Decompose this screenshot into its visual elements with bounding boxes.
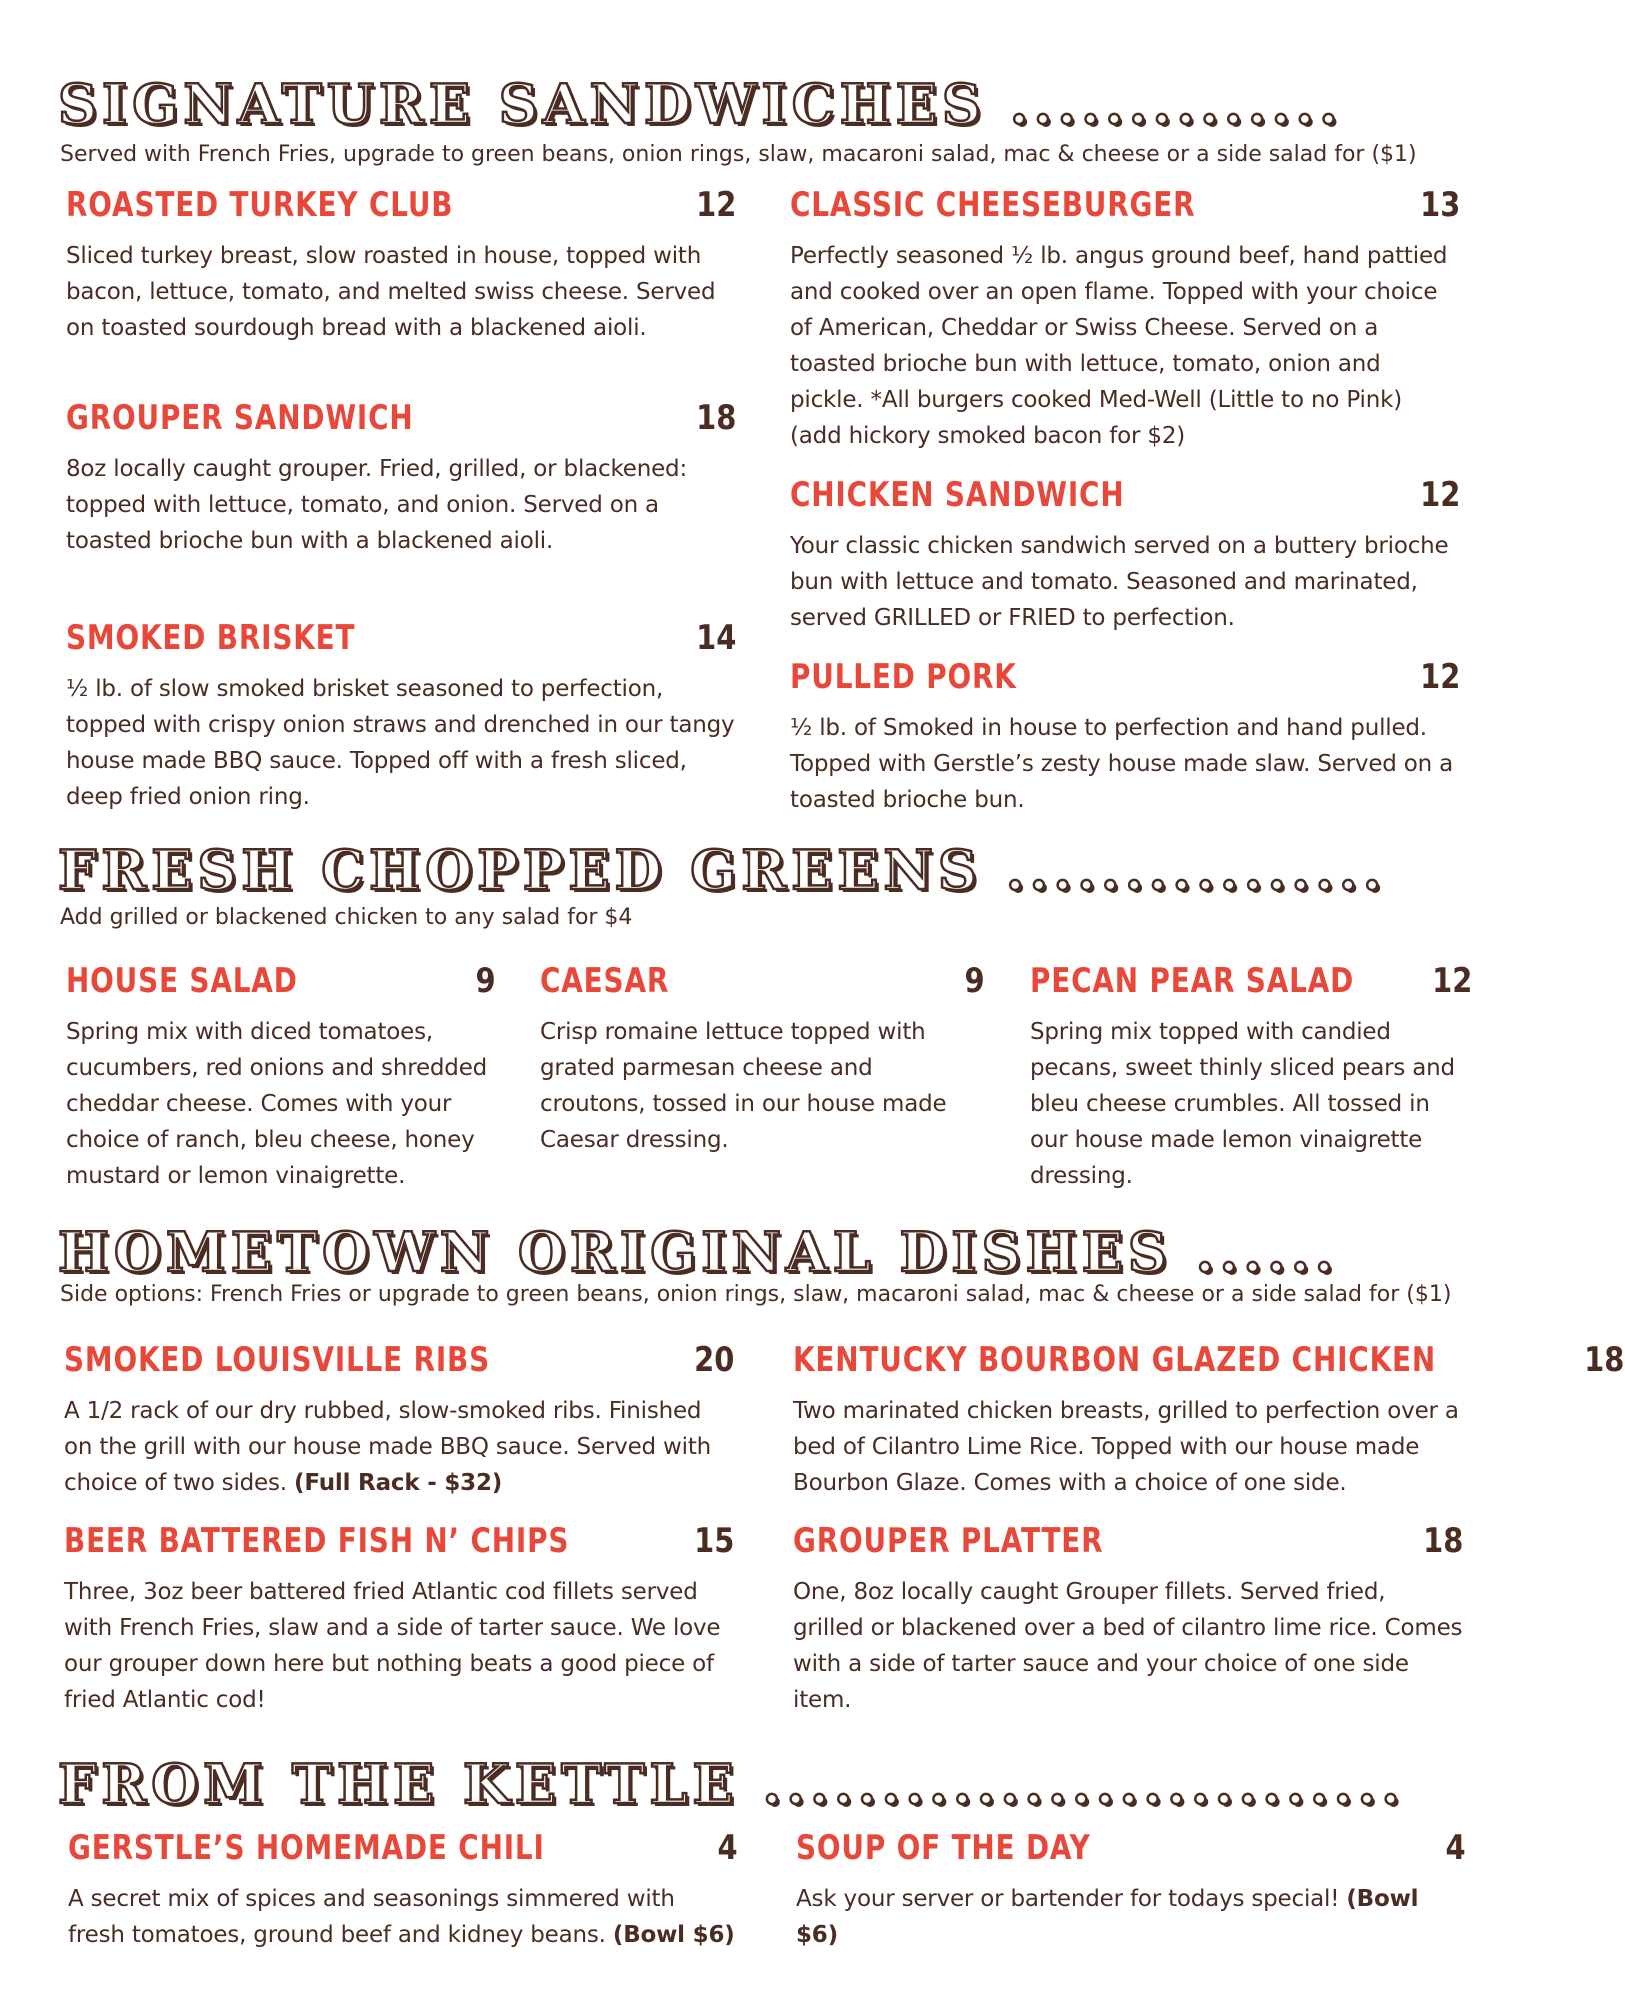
menu-item-smoked-louisville-ribs	[64, 1337, 734, 1501]
item-description: Spring mix topped with candied pecans, sweet thinly sliced pears and bleu cheese crumbles. All tossed in our house made lemon vinaigrette dressing.	[1030, 1019, 1455, 1189]
item-description-main: Perfectly seasoned ½ lb. angus ground beef, hand pattied and cooked over an open flame. Topped with your choice of American, Cheddar or Swiss Cheese. Served on a toasted brioche bun with lettuce, tomato, onion and pickle. *All burgers cooked Med-Well (Little to no Pink)	[790, 243, 1448, 413]
item-name: GROUPER SANDWICH	[66, 398, 414, 438]
section-subtitle-hometown: Side options: French Fries or upgrade to green beans, onion rings, slaw, macaroni salad, mac & cheese or a side salad for ($1)	[60, 1282, 1452, 1307]
item-price: 20	[693, 1340, 734, 1380]
item-name: PECAN PEAR SALAD	[1030, 961, 1355, 1001]
item-name: KENTUCKY BOURBON GLAZED CHICKEN	[793, 1340, 1437, 1380]
item-description	[64, 1393, 734, 1501]
item-price: 18	[695, 398, 736, 438]
item-description: Crisp romaine lettuce topped with grated parmesan cheese and croutons, tossed in our house made Caesar dressing.	[540, 1019, 947, 1153]
item-price: 18	[1422, 1521, 1463, 1561]
item-price: 14	[695, 618, 736, 658]
item-price: 12	[1432, 961, 1473, 1001]
item-description: 8oz locally caught grouper. Fried, grilled, or blackened: topped with lettuce, tomato, and onion. Served on a toasted brioche bun with a blackened aioli.	[66, 456, 687, 554]
section-subtitle-sandwiches: Served with French Fries, upgrade to green beans, onion rings, slaw, macaroni salad, mac & cheese or a side salad for ($1)	[60, 142, 1417, 167]
item-price: 18	[1584, 1340, 1625, 1380]
menu-item-homemade-chili	[68, 1825, 738, 1953]
item-price: 9	[964, 961, 985, 1001]
menu-item-grouper-sandwich	[66, 395, 736, 559]
item-name: BEER BATTERED FISH N’ CHIPS	[64, 1521, 570, 1561]
item-name: CLASSIC CHEESEBURGER	[790, 185, 1196, 225]
menu-item-caesar	[540, 958, 985, 1158]
item-description	[68, 1881, 738, 1953]
item-note: (Bowl $6)	[796, 1886, 1419, 1948]
menu-item-smoked-brisket	[66, 615, 736, 815]
menu-item-grouper-platter	[793, 1518, 1463, 1718]
item-description: Spring mix with diced tomatoes, cucumbers, red onions and shredded cheddar cheese. Comes with your choice of ranch, bleu cheese, honey mustard or lemon vinaigrette.	[66, 1019, 488, 1189]
section-title-greens: FRESH CHOPPED GREENS ................	[58, 838, 1387, 902]
item-price: 15	[693, 1521, 734, 1561]
menu-item-chicken-sandwich	[790, 472, 1460, 636]
item-description: Two marinated chicken breasts, grilled to perfection over a bed of Cilantro Lime Rice. Topped with our house made Bourbon Glaze. Comes with a choice of one side.	[793, 1398, 1459, 1496]
item-name: SMOKED BRISKET	[66, 618, 356, 658]
item-description-main: A 1/2 rack of our dry rubbed, slow-smoked ribs. Finished on the grill with our house made BBQ sauce. Served with choice of two sides.	[64, 1398, 712, 1496]
item-name: GERSTLE’S HOMEMADE CHILI	[68, 1828, 545, 1868]
item-price: 4	[717, 1828, 738, 1868]
item-description: Sliced turkey breast, slow roasted in house, topped with bacon, lettuce, tomato, and melted swiss cheese. Served on toasted sourdough bread with a blackened aioli.	[66, 243, 716, 341]
menu-item-house-salad	[66, 958, 496, 1194]
section-subtitle-greens: Add grilled or blackened chicken to any salad for $4	[60, 905, 633, 930]
menu-item-roasted-turkey-club	[66, 182, 736, 346]
item-description	[796, 1881, 1466, 1953]
item-description: ½ lb. of slow smoked brisket seasoned to perfection, topped with crispy onion straws and drenched in our tangy house made BBQ sauce. Topped off with a fresh sliced, deep fried onion ring.	[66, 676, 735, 810]
item-description: One, 8oz locally caught Grouper fillets. Served fried, grilled or blackened over a bed of cilantro lime rice. Comes with a side of tarter sauce and your choice of one side item.	[793, 1579, 1463, 1713]
item-name: PULLED PORK	[790, 657, 1017, 697]
section-title-kettle: FROM THE KETTLE ...........................	[58, 1752, 1406, 1816]
menu-item-pulled-pork	[790, 654, 1460, 818]
item-name: HOUSE SALAD	[66, 961, 298, 1001]
item-name: SOUP OF THE DAY	[796, 1828, 1091, 1868]
menu-item-soup-of-the-day	[796, 1825, 1466, 1953]
item-note: (Bowl $6)	[612, 1922, 735, 1948]
item-price: 12	[1419, 657, 1460, 697]
item-name: SMOKED LOUISVILLE RIBS	[64, 1340, 491, 1380]
menu-item-pecan-pear-salad	[1030, 958, 1473, 1194]
item-description	[790, 238, 1460, 454]
item-price: 9	[475, 961, 496, 1001]
item-name: ROASTED TURKEY CLUB	[66, 185, 454, 225]
item-description: Three, 3oz beer battered fried Atlantic cod fillets served with French Fries, slaw and a side of tarter sauce. We love our grouper down here but nothing beats a good piece of fried Atlantic cod!	[64, 1579, 721, 1713]
item-description-main: A secret mix of spices and seasonings simmered with fresh tomatoes, ground beef and kidney beans.	[68, 1886, 675, 1948]
item-name: CAESAR	[540, 961, 670, 1001]
menu-item-beer-battered-fish-n-chips	[64, 1518, 734, 1718]
menu-item-classic-cheeseburger	[790, 182, 1460, 454]
menu-item-kentucky-bourbon-glazed-chicken	[793, 1337, 1625, 1501]
item-price: 12	[1419, 475, 1460, 515]
section-title-hometown: HOMETOWN ORIGINAL DISHES ......	[58, 1220, 1339, 1284]
item-name: GROUPER PLATTER	[793, 1521, 1104, 1561]
item-price: 12	[695, 185, 736, 225]
item-description-addon: (add hickory smoked bacon for $2)	[790, 423, 1186, 449]
item-description: ½ lb. of Smoked in house to perfection and hand pulled. Topped with Gerstle’s zesty house made slaw. Served on a toasted brioche bun.	[790, 715, 1454, 813]
section-title-sandwiches: SIGNATURE SANDWICHES ..............	[58, 72, 1343, 136]
item-price: 13	[1419, 185, 1460, 225]
item-price: 4	[1445, 1828, 1466, 1868]
item-description-main: Ask your server or bartender for todays special!	[796, 1886, 1340, 1912]
item-description: Your classic chicken sandwich served on a buttery brioche bun with lettuce and tomato. Seasoned and marinated, served GRILLED or FRIED to perfection.	[790, 533, 1449, 631]
item-note: (Full Rack - $32)	[294, 1470, 503, 1496]
item-name: CHICKEN SANDWICH	[790, 475, 1125, 515]
